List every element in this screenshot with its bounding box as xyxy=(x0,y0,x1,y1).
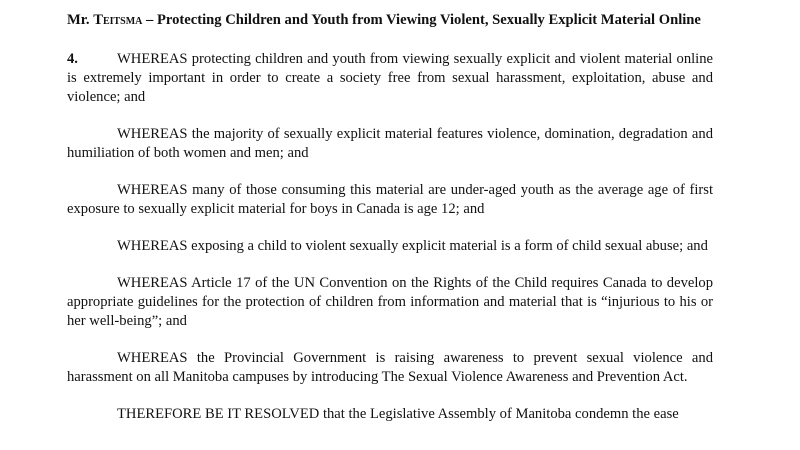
paragraph-text: WHEREAS the Provincial Government is raising awareness to prevent sexual violence and harassment on all Manitoba campuses by introducing The Sexual Violence Awareness and Prevention Act. xyxy=(67,350,713,385)
paragraph-text: WHEREAS exposing a child to violent sexually explicit material is a form of child sexual abuse; and xyxy=(117,238,708,254)
resolution-number: 4. xyxy=(67,51,78,67)
paragraph-text: WHEREAS protecting children and youth from viewing sexually explicit and violent material online is extremely important in order to create a society free from sexual harassment, exploitation, abuse and violence; and xyxy=(67,51,713,105)
whereas-paragraph xyxy=(67,274,713,331)
whereas-paragraph xyxy=(67,125,713,163)
paragraph-text: WHEREAS many of those consuming this material are under-aged youth as the average age of first exposure to sexually explicit material for boys in Canada is age 12; and xyxy=(67,182,713,217)
whereas-paragraph xyxy=(67,181,713,219)
member-name: Teitsma xyxy=(93,12,143,28)
title-prefix: Mr. xyxy=(67,12,94,28)
resolution-title xyxy=(67,11,713,30)
resolved-paragraph xyxy=(67,405,713,424)
title-text: – Protecting Children and Youth from Viewing Violent, Sexually Explicit Material Online xyxy=(142,12,701,28)
whereas-paragraph xyxy=(67,237,713,256)
paragraph-text: WHEREAS Article 17 of the UN Convention on the Rights of the Child requires Canada to develop appropriate guidelines for the protection of children from information and material that is “injurious to his or her well-being”; and xyxy=(67,275,713,329)
paragraph-text: WHEREAS the majority of sexually explicit material features violence, domination, degradation and humiliation of both women and men; and xyxy=(67,126,713,161)
paragraph-text: THEREFORE BE IT RESOLVED that the Legislative Assembly of Manitoba condemn the ease xyxy=(117,406,679,422)
document-page xyxy=(67,0,713,424)
whereas-paragraph xyxy=(67,50,713,107)
whereas-paragraph xyxy=(67,349,713,387)
